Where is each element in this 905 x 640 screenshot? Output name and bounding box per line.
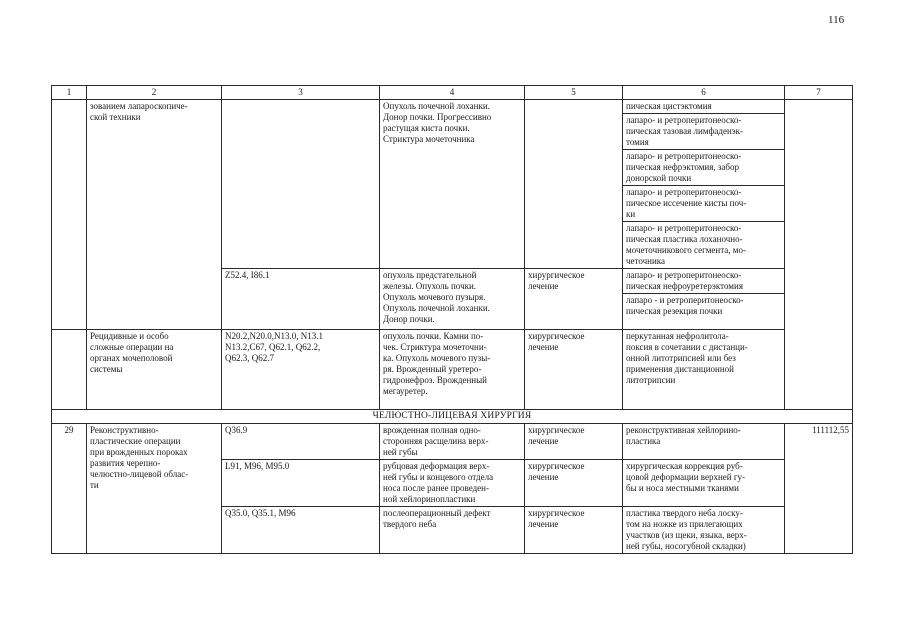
diagnosis-cell: Опухоль почечной лоханки. Донор почки. Прогрессивно растущая киста почки. Стриктура мочеточника [380,100,525,269]
diagnosis-cell: послеоперационный дефект твердого неба [380,507,525,554]
section-header-row [52,410,853,424]
row-number-cell [52,330,87,410]
method-cell: хирургическая коррекция руб- цовой деформации верхней гу- бы и носа местными тканями [623,460,785,507]
diagnosis-cell: врожденная полная одно- сторонняя расщелина верх- ней губы [380,424,525,460]
method-cell: лапаро- и ретроперитонеоско- пическая нефрэктомия, забор донорской почки [623,150,785,186]
method-cell: перкутанная нефролитола- поксия в сочетании с дистанци- онной литотрипсией или без применения дистанционной литотрипсии [623,330,785,410]
operation-group-cell: Рецидивные и особо сложные операции на органах мочеполовой системы [87,330,222,410]
column-number: 4 [380,86,525,100]
icd-codes-cell: L91, M96, M95.0 [222,460,380,507]
column-number: 5 [525,86,623,100]
section-title: ЧЕЛЮСТНО-ЛИЦЕВАЯ ХИРУРГИЯ [52,410,853,424]
table-row [52,424,853,460]
treatment-cell: хирургическое лечение [525,269,623,330]
icd-codes-cell: Q36.9 [222,424,380,460]
operation-group-cell: Реконструктивно- пластические операции при врожденных пороках развития черепно- челюстно-лицевой облас- ти [87,424,222,554]
cost-cell: 111112,55 [785,424,853,554]
treatment-cell: хирургическое лечение [525,460,623,507]
column-number-row [52,86,853,100]
medical-care-table [51,85,853,554]
method-cell: лапаро- и ретроперитонеоско- пическая пластика лоханочно- мочеточникового сегмента, мо- четочника [623,222,785,269]
column-number: 1 [52,86,87,100]
method-cell: лапаро - и ретроперитонеоско- пическая резекция почки [623,294,785,330]
icd-codes-cell: Z52.4, I86.1 [222,269,380,330]
column-number: 2 [87,86,222,100]
method-cell: реконструктивная хейлорино- пластика [623,424,785,460]
page-number: 116 [828,14,845,26]
row-number-cell [52,100,87,330]
method-cell: пическая цистэктомия [623,100,785,114]
treatment-cell: хирургическое лечение [525,330,623,410]
column-number: 7 [785,86,853,100]
method-cell: лапаро- и ретроперитонеоско- пическая тазовая лимфаденэк- томия [623,114,785,150]
diagnosis-cell: рубцовая деформация верх- ней губы и концевого отдела носа после ранее проведен- ной хейлоринопластики [380,460,525,507]
method-cell: лапаро- и ретроперитонеоско- пическая нефроуретерэктомия [623,269,785,294]
diagnosis-cell: опухоль предстательной железы. Опухоль почки. Опухоль мочевого пузыря. Опухоль почечной лоханки. Донор почки. [380,269,525,330]
treatment-cell [525,100,623,269]
treatment-cell: хирургическое лечение [525,424,623,460]
method-cell: пластика твердого неба лоску- том на ножке из прилегающих участков (из щеки, языка, верх- ней губы, носогубной складки) [623,507,785,554]
table-row [52,330,853,410]
treatment-cell: хирургическое лечение [525,507,623,554]
diagnosis-cell: опухоль почки. Камни по- чек. Стриктура мочеточни- ка. Опухоль мочевого пузы- ря. Врожденный уретеро- гидронефроз. Врожденный мегауретер. [380,330,525,410]
table-row [52,100,853,114]
icd-codes-cell: N20.2,N20.0,N13.0, N13.1 N13.2,C67, Q62.1, Q62.2, Q62.3, Q62.7 [222,330,380,410]
row-number-cell: 29 [52,424,87,554]
column-number: 6 [623,86,785,100]
column-number: 3 [222,86,380,100]
icd-codes-cell [222,100,380,269]
operation-group-cell: зованием лапароскопиче- ской техники [87,100,222,330]
icd-codes-cell: Q35.0, Q35.1, M96 [222,507,380,554]
cost-cell [785,100,853,410]
method-cell: лапаро- и ретроперитонеоско- пическое иссечение кисты поч- ки [623,186,785,222]
